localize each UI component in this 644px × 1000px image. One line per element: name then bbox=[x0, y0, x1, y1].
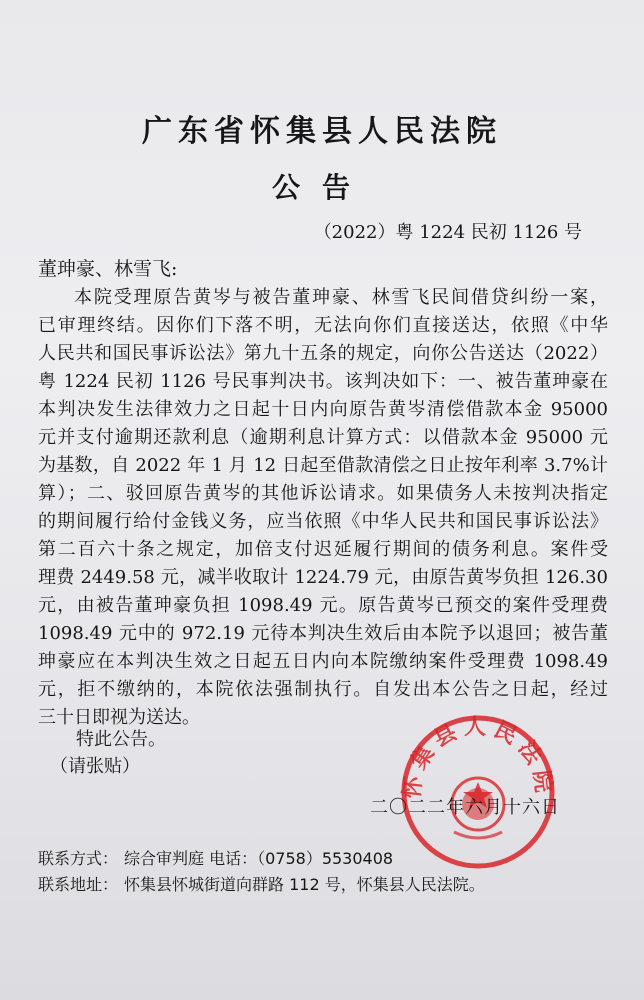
notice-date: 二〇二二年六月十六日 bbox=[370, 797, 560, 818]
body-line: 为基数，自 2022 年 1 月 12 日起至借款清偿之日止按年利率 3.7%计 bbox=[38, 455, 608, 476]
body-line: 第二百六十条之规定，加倍支付迟延履行期间的债务利息。案件受 bbox=[38, 539, 608, 560]
posting-note: （请张贴） bbox=[50, 756, 140, 777]
body-line: 1098.49 元中的 972.19 元待本判决生效后由本院予以退回；被告董 bbox=[38, 623, 608, 644]
body-line: 本判决发生法律效力之日起十日内向原告黄岑清偿借款本金 95000 bbox=[38, 399, 608, 420]
contact-method-value: 综合审判庭 电话：（0758）5530408 bbox=[124, 849, 394, 868]
addressee: 董珅豪、林雪飞: bbox=[38, 258, 178, 280]
contact-method bbox=[38, 846, 393, 869]
court-name: 广东省怀集县人民法院 bbox=[142, 114, 502, 149]
body-line: 三十日即视为送达。 bbox=[38, 707, 200, 728]
contact-address-label: 联系地址： bbox=[38, 875, 119, 894]
body-line: 本院受理原告黄岑与被告董珅豪、林雪飞民间借贷纠纷一案， bbox=[74, 287, 608, 308]
body-line: 已审理终结。因你们下落不明，无法向你们直接送达，依照《中华 bbox=[38, 315, 608, 336]
contact-address-value: 怀集县怀城街道向群路 112 号，怀集县人民法院。 bbox=[124, 875, 485, 894]
body-line: 珅豪应在本判决生效之日起五日内向本院缴纳案件受理费 1098.49 bbox=[38, 651, 608, 672]
seal-text: 怀集县人民法院 bbox=[399, 715, 557, 800]
notice-title: 公告 bbox=[271, 171, 372, 204]
notice-body bbox=[38, 284, 608, 732]
body-line: 粤 1224 民初 1126 号民事判决书。该判决如下：一、被告董珅豪在 bbox=[38, 371, 608, 392]
case-number: （2022）粤 1224 民初 1126 号 bbox=[313, 222, 582, 243]
seal-emblem-icon bbox=[398, 712, 558, 872]
body-line: 算）；二、驳回原告黄岑的其他诉讼请求。如果债务人未按判决指定 bbox=[38, 483, 608, 504]
closing-text: 特此公告。 bbox=[76, 729, 166, 750]
body-line: 元，由被告董珅豪负担 1098.49 元。原告黄岑已预交的案件受理费 bbox=[38, 595, 608, 616]
body-line: 人民共和国民事诉讼法》第九十五条的规定，向你公告送达（2022） bbox=[38, 343, 608, 364]
court-seal bbox=[398, 712, 558, 872]
body-line: 理费 2449.58 元，减半收取计 1224.79 元，由原告黄岑负担 126.30 bbox=[38, 567, 608, 588]
contact-address bbox=[38, 872, 485, 895]
body-line: 元并支付逾期还款利息（逾期利息计算方式：以借款本金 95000 元 bbox=[38, 427, 608, 448]
body-line: 的期间履行给付金钱义务，应当依照《中华人民共和国民事诉讼法》 bbox=[38, 511, 608, 532]
body-line: 元，拒不缴纳的，本院依法强制执行。自发出本公告之日起，经过 bbox=[38, 679, 608, 700]
contact-method-label: 联系方式： bbox=[38, 849, 119, 868]
